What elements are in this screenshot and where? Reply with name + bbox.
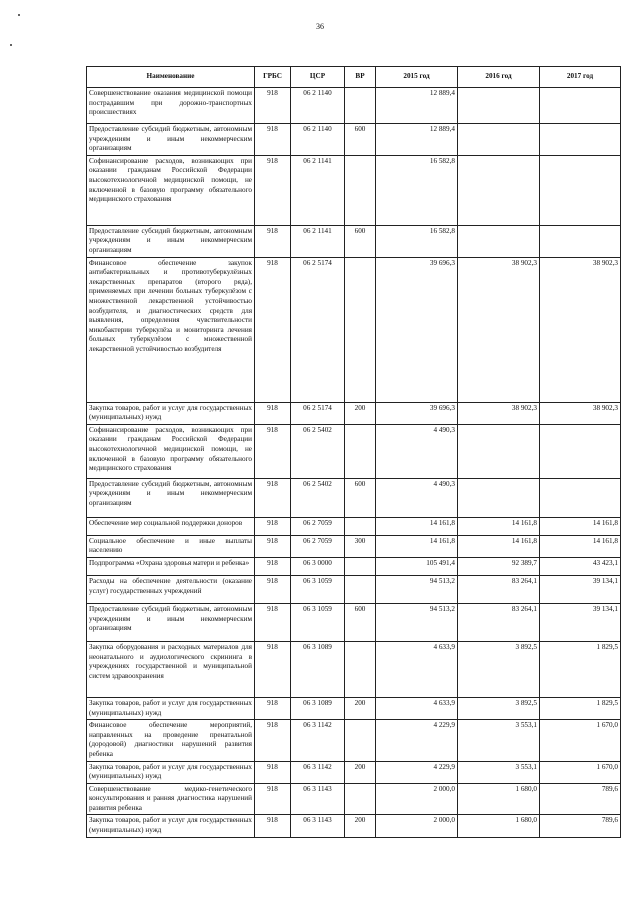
cell-2015: 4 490,3 (376, 424, 458, 478)
cell-name: Закупка товаров, работ и услуг для государственных (муниципальных) нужд (87, 815, 255, 837)
cell-2016: 83 264,1 (458, 575, 540, 603)
cell-vr (345, 424, 376, 478)
cell-csr: 06 2 1141 (291, 155, 345, 225)
budget-table (86, 66, 621, 838)
cell-vr (345, 641, 376, 697)
cell-grbs: 918 (255, 517, 291, 535)
cell-2017: 38 902,3 (540, 402, 621, 424)
cell-2016 (458, 124, 540, 156)
page-number: 36 (316, 22, 324, 31)
cell-csr: 06 2 1141 (291, 225, 345, 257)
header-2015: 2015 год (376, 67, 458, 88)
cell-name: Подпрограмма «Охрана здоровья матери и ребенка» (87, 557, 255, 575)
table-row (87, 124, 621, 156)
cell-vr (345, 517, 376, 535)
cell-csr: 06 3 1059 (291, 603, 345, 641)
cell-2017: 14 161,8 (540, 517, 621, 535)
cell-2017: 1 829,5 (540, 697, 621, 719)
cell-2015: 14 161,8 (376, 517, 458, 535)
cell-grbs: 918 (255, 257, 291, 402)
cell-2015: 12 889,4 (376, 88, 458, 124)
cell-2015: 105 491,4 (376, 557, 458, 575)
cell-name: Предоставление субсидий бюджетным, автономным учреждениям и иным некоммерческим организациям (87, 225, 255, 257)
cell-name: Предоставление субсидий бюджетным, автономным учреждениям и иным некоммерческим организациям (87, 124, 255, 156)
cell-name: Финансовое обеспечение мероприятий, направленных на проведение пренатальной (дородовой) диагностики нарушений развития ребенка (87, 720, 255, 761)
cell-2017: 1 829,5 (540, 641, 621, 697)
cell-2015: 16 582,8 (376, 225, 458, 257)
table-row (87, 641, 621, 697)
header-2017: 2017 год (540, 67, 621, 88)
cell-vr: 600 (345, 478, 376, 517)
cell-grbs: 918 (255, 697, 291, 719)
cell-grbs: 918 (255, 603, 291, 641)
table-row (87, 478, 621, 517)
cell-2017: 39 134,1 (540, 603, 621, 641)
cell-2017: 789,6 (540, 815, 621, 837)
cell-grbs: 918 (255, 478, 291, 517)
table-row (87, 535, 621, 557)
cell-csr: 06 3 1059 (291, 575, 345, 603)
cell-grbs: 918 (255, 815, 291, 837)
table-row (87, 155, 621, 225)
header-vr: ВР (345, 67, 376, 88)
cell-grbs: 918 (255, 225, 291, 257)
cell-2015: 12 889,4 (376, 124, 458, 156)
cell-name: Закупка товаров, работ и услуг для государственных (муниципальных) нужд (87, 402, 255, 424)
cell-csr: 06 2 5402 (291, 424, 345, 478)
cell-2016: 3 892,5 (458, 697, 540, 719)
cell-vr: 300 (345, 535, 376, 557)
cell-vr: 600 (345, 603, 376, 641)
cell-csr: 06 2 1140 (291, 124, 345, 156)
cell-2016: 1 680,0 (458, 783, 540, 815)
cell-name: Предоставление субсидий бюджетным, автономным учреждениям и иным некоммерческим организациям (87, 478, 255, 517)
cell-2016: 83 264,1 (458, 603, 540, 641)
cell-csr: 06 3 1143 (291, 815, 345, 837)
cell-2016: 1 680,0 (458, 815, 540, 837)
header-2016: 2016 год (458, 67, 540, 88)
cell-2017 (540, 478, 621, 517)
table-row (87, 720, 621, 761)
cell-csr: 06 3 1142 (291, 720, 345, 761)
header-csr: ЦСР (291, 67, 345, 88)
table-row (87, 88, 621, 124)
cell-csr: 06 2 5402 (291, 478, 345, 517)
cell-name: Совершенствование медико-генетического консультирования и ранняя диагностика нарушений развития ребенка (87, 783, 255, 815)
cell-2015: 2 000,0 (376, 815, 458, 837)
cell-2015: 14 161,8 (376, 535, 458, 557)
cell-2015: 4 633,9 (376, 697, 458, 719)
cell-grbs: 918 (255, 124, 291, 156)
cell-grbs: 918 (255, 575, 291, 603)
cell-2016: 3 892,5 (458, 641, 540, 697)
cell-2016: 92 389,7 (458, 557, 540, 575)
cell-name: Обеспечение мер социальной поддержки доноров (87, 517, 255, 535)
cell-name: Расходы на обеспечение деятельности (оказание услуг) государственных учреждений (87, 575, 255, 603)
cell-2015: 16 582,8 (376, 155, 458, 225)
cell-2016 (458, 478, 540, 517)
cell-name: Софинансирование расходов, возникающих при оказании гражданам Российской Федерации высокотехнологичной медицинской помощи, не включенной в базовую программу обязательного медицинского страхования (87, 155, 255, 225)
cell-2017: 39 134,1 (540, 575, 621, 603)
cell-vr: 200 (345, 402, 376, 424)
cell-2016 (458, 155, 540, 225)
cell-2016: 38 902,3 (458, 402, 540, 424)
cell-grbs: 918 (255, 557, 291, 575)
table-row (87, 575, 621, 603)
cell-2016: 3 553,1 (458, 720, 540, 761)
cell-2015: 94 513,2 (376, 575, 458, 603)
cell-2017 (540, 124, 621, 156)
table-row (87, 402, 621, 424)
cell-grbs: 918 (255, 88, 291, 124)
cell-vr (345, 88, 376, 124)
header-name: Наименование (87, 67, 255, 88)
cell-2016 (458, 88, 540, 124)
table-header-row (87, 67, 621, 88)
cell-2017: 1 670,0 (540, 761, 621, 783)
cell-2015: 2 000,0 (376, 783, 458, 815)
cell-csr: 06 3 1142 (291, 761, 345, 783)
cell-csr: 06 2 7059 (291, 535, 345, 557)
cell-csr: 06 3 1089 (291, 641, 345, 697)
cell-vr (345, 720, 376, 761)
cell-grbs: 918 (255, 641, 291, 697)
table-row (87, 517, 621, 535)
cell-2015: 39 696,3 (376, 402, 458, 424)
cell-2016: 38 902,3 (458, 257, 540, 402)
cell-2017: 1 670,0 (540, 720, 621, 761)
table-row (87, 761, 621, 783)
cell-csr: 06 2 5174 (291, 257, 345, 402)
cell-vr (345, 155, 376, 225)
cell-name: Социальное обеспечение и иные выплаты населению (87, 535, 255, 557)
scan-speck (10, 44, 12, 46)
cell-grbs: 918 (255, 783, 291, 815)
table-row (87, 257, 621, 402)
cell-2016: 14 161,8 (458, 535, 540, 557)
cell-vr: 200 (345, 697, 376, 719)
cell-name: Закупка товаров, работ и услуг для государственных (муниципальных) нужд (87, 697, 255, 719)
cell-2016 (458, 225, 540, 257)
cell-grbs: 918 (255, 155, 291, 225)
cell-2017: 789,6 (540, 783, 621, 815)
cell-vr (345, 257, 376, 402)
cell-2017: 38 902,3 (540, 257, 621, 402)
table-row (87, 697, 621, 719)
cell-vr: 600 (345, 124, 376, 156)
cell-grbs: 918 (255, 535, 291, 557)
cell-name: Предоставление субсидий бюджетным, автономным учреждениям и иным некоммерческим организациям (87, 603, 255, 641)
cell-vr: 200 (345, 815, 376, 837)
table-row (87, 783, 621, 815)
cell-csr: 06 3 0000 (291, 557, 345, 575)
cell-2017 (540, 88, 621, 124)
cell-csr: 06 3 1143 (291, 783, 345, 815)
cell-2015: 4 229,9 (376, 761, 458, 783)
cell-name: Закупка оборудования и расходных материалов для неонатального и аудиологического скрининга в учреждениях государственной и муниципальной систем здравоохранения (87, 641, 255, 697)
cell-name: Закупка товаров, работ и услуг для государственных (муниципальных) нужд (87, 761, 255, 783)
cell-name: Финансовое обеспечение закупок антибактериальных и противотуберкулёзных лекарственных препаратов (второго ряда), применяемых при лечении больных туберкулёзом с множественной лекарственной устойчивостью возбудителя, и диагностических средств для выявления, определения чувствительности микобактерии туберкулёза и мониторинга лечения больных туберкулёзом с множественной лекарственной устойчивостью возбудителя (87, 257, 255, 402)
cell-name: Совершенствование оказания медицинской помощи пострадавшим при дорожно-транспортных происшествиях (87, 88, 255, 124)
cell-2017: 14 161,8 (540, 535, 621, 557)
cell-csr: 06 2 1140 (291, 88, 345, 124)
cell-vr: 200 (345, 761, 376, 783)
table-row (87, 815, 621, 837)
cell-2016 (458, 424, 540, 478)
cell-csr: 06 3 1089 (291, 697, 345, 719)
header-grbs: ГРБС (255, 67, 291, 88)
cell-2016: 14 161,8 (458, 517, 540, 535)
cell-grbs: 918 (255, 402, 291, 424)
cell-2015: 4 229,9 (376, 720, 458, 761)
table-row (87, 424, 621, 478)
cell-2015: 4 490,3 (376, 478, 458, 517)
cell-2015: 39 696,3 (376, 257, 458, 402)
cell-grbs: 918 (255, 761, 291, 783)
cell-vr (345, 557, 376, 575)
cell-2016: 3 553,1 (458, 761, 540, 783)
cell-csr: 06 2 5174 (291, 402, 345, 424)
cell-2015: 94 513,2 (376, 603, 458, 641)
cell-grbs: 918 (255, 424, 291, 478)
table-row (87, 557, 621, 575)
cell-2015: 4 633,9 (376, 641, 458, 697)
cell-name: Софинансирование расходов, возникающих при оказании гражданам Российской Федерации высокотехнологичной медицинской помощи, не включенной в базовую программу обязательного медицинского страхования (87, 424, 255, 478)
cell-2017 (540, 155, 621, 225)
table-row (87, 225, 621, 257)
cell-csr: 06 2 7059 (291, 517, 345, 535)
table-row (87, 603, 621, 641)
cell-grbs: 918 (255, 720, 291, 761)
cell-vr (345, 783, 376, 815)
cell-2017 (540, 424, 621, 478)
cell-vr (345, 575, 376, 603)
scan-speck (18, 14, 20, 16)
cell-vr: 600 (345, 225, 376, 257)
cell-2017: 43 423,1 (540, 557, 621, 575)
cell-2017 (540, 225, 621, 257)
